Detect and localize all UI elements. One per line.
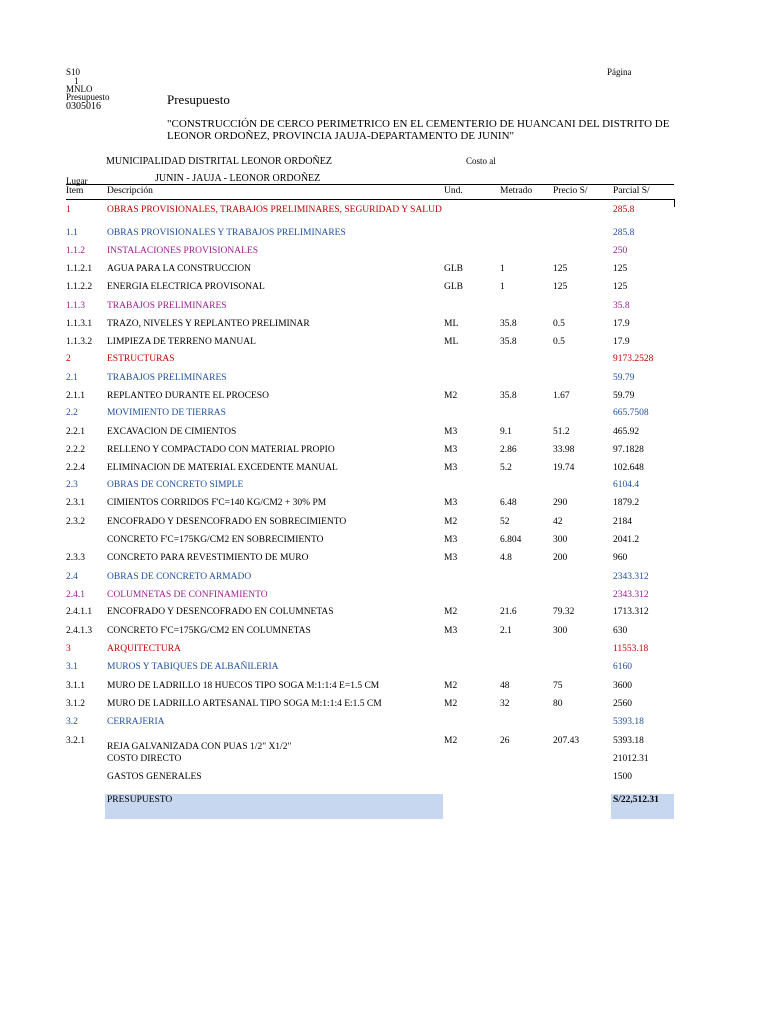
row-metrado: 2.86 [500,445,517,455]
table-row [0,717,768,733]
row-metrado: 2.1 [500,626,512,636]
row-description: MURO DE LADRILLO ARTESANAL TIPO SOGA M:1:1:4 E:1.5 CM [107,699,382,709]
row-item: 2.4.1 [66,590,85,600]
row-item: 2.2 [66,408,78,418]
row-parcial: 630 [613,626,628,636]
page-number: 1 [74,76,79,86]
row-metrado: 6.804 [500,535,522,545]
row-parcial: 2343.312 [613,590,649,600]
gastos-generales-row [0,772,768,788]
row-parcial: 6104.4 [613,480,640,490]
row-item: 1.1.2.2 [66,282,93,292]
row-item: 1.1.3.1 [66,319,93,329]
table-row [0,427,768,443]
row-metrado: 35.8 [500,391,517,401]
gastos-generales-value: 1500 [613,772,632,782]
row-precio: 300 [553,535,568,545]
row-item: 3.1 [66,662,78,672]
row-precio: 300 [553,626,568,636]
project-name: "CONSTRUCCIÓN DE CERCO PERIMETRICO EN EL CEMENTERIO DE HUANCANI DEL DISTRITO DE LEONOR ORDOÑEZ, PROVINCIA JAUJA-DEPARTAMENTO DE JUNIN" [167,118,670,142]
presupuesto-label: Presupuesto [66,92,110,102]
table-row [0,681,768,697]
row-description: ENCOFRADO Y DESENCOFRADO EN SOBRECIMIENTO [107,517,347,527]
table-row [0,535,768,551]
table-row [0,228,768,244]
row-metrado: 32 [500,699,510,709]
row-description: REJA GALVANIZADA CON PUAS 1/2" X1/2" [107,742,292,752]
row-item: 2.4.1.3 [66,626,93,636]
row-parcial: 285.8 [613,205,635,215]
row-metrado: 35.8 [500,319,517,329]
costo-directo-value: 21012.31 [613,754,649,764]
gastos-generales-label: GASTOS GENERALES [107,772,202,782]
row-und: M3 [444,445,458,455]
row-description: OBRAS DE CONCRETO SIMPLE [107,480,244,490]
row-metrado: 1 [500,264,505,274]
table-row [0,517,768,533]
row-und: M2 [444,736,458,746]
row-parcial: 2041.2 [613,535,640,545]
row-description: CERRAJERIA [107,717,165,727]
row-parcial: 17.9 [613,337,630,347]
row-precio: 33.98 [553,445,575,455]
column-header-precio: Precio S/ [553,186,588,196]
costo-directo-row [0,754,768,770]
row-description: CONCRETO PARA REVESTIMIENTO DE MURO [107,553,309,563]
row-precio: 0.5 [553,337,565,347]
row-item: 1.1.2.1 [66,264,93,274]
row-und: M2 [444,699,458,709]
table-row [0,445,768,461]
row-parcial: 102.648 [613,463,644,473]
row-und: M3 [444,535,458,545]
row-description: ARQUITECTURA [107,644,181,654]
row-parcial: 1713.312 [613,607,649,617]
row-description: TRABAJOS PRELIMINARES [107,301,227,311]
table-row [0,246,768,262]
row-und: M3 [444,626,458,636]
row-parcial: 465.92 [613,427,640,437]
row-description: CIMIENTOS CORRIDOS F'C=140 KG/CM2 + 30% PM [107,498,327,508]
row-metrado: 1 [500,282,505,292]
row-metrado: 4.8 [500,553,512,563]
table-row [0,607,768,623]
row-parcial: 17.9 [613,319,630,329]
table-row [0,572,768,588]
row-description: TRABAJOS PRELIMINARES [107,373,227,383]
row-parcial: 2184 [613,517,632,527]
row-precio: 290 [553,498,568,508]
row-metrado: 26 [500,736,510,746]
page-label: Página [607,67,632,77]
presupuesto-code: 0305016 [66,101,101,112]
row-item: 1 [66,205,71,215]
row-description: MUROS Y TABIQUES DE ALBAÑILERIA [107,662,279,672]
row-parcial: 2343.312 [613,572,649,582]
header-bottom-rule [66,199,674,200]
row-precio: 80 [553,699,563,709]
row-item: 3 [66,644,71,654]
page-title: Presupuesto [167,92,230,107]
row-und: M3 [444,498,458,508]
row-parcial: 11553.18 [613,644,649,654]
row-precio: 42 [553,517,563,527]
row-precio: 125 [553,282,568,292]
row-item: 1.1.2 [66,246,85,256]
row-metrado: 9.1 [500,427,512,437]
row-item: 2 [66,354,71,364]
table-row [0,264,768,280]
row-item: 3.1.2 [66,699,85,709]
row-metrado: 5.2 [500,463,512,473]
column-header-und: Und. [444,186,463,196]
row-und: GLB [444,282,463,292]
row-parcial: 59.79 [613,373,635,383]
table-row [0,644,768,660]
row-description: REPLANTEO DURANTE EL PROCESO [107,391,269,401]
row-item: 2.3.2 [66,517,85,527]
column-header-descripcion: Descripción [107,186,153,196]
table-row [0,373,768,389]
mnlo-label: MNLO [66,84,93,92]
row-item: 1.1 [66,228,78,238]
row-precio: 51.2 [553,427,570,437]
row-description: OBRAS DE CONCRETO ARMADO [107,572,252,582]
row-description: ENCOFRADO Y DESENCOFRADO EN COLUMNETAS [107,607,334,617]
table-row [0,408,768,424]
row-parcial: 125 [613,282,628,292]
column-header-metrado: Metrado [500,186,533,196]
row-description: LIMPIEZA DE TERRENO MANUAL [107,337,256,347]
row-description: INSTALACIONES PROVISIONALES [107,246,258,256]
row-parcial: 250 [613,246,628,256]
row-und: M3 [444,427,458,437]
row-und: GLB [444,264,463,274]
row-und: M3 [444,463,458,473]
table-row [0,337,768,353]
row-description: AGUA PARA LA CONSTRUCCION [107,264,252,274]
row-description: MOVIMIENTO DE TIERRAS [107,408,226,418]
row-item: 3.2 [66,717,78,727]
row-und: M2 [444,607,458,617]
table-row [0,463,768,479]
table-row [0,301,768,317]
row-precio: 19.74 [553,463,575,473]
row-parcial: 2560 [613,699,632,709]
row-item: 2.1 [66,373,78,383]
row-metrado: 48 [500,681,510,691]
row-item: 1.1.3.2 [66,337,93,347]
row-metrado: 6.48 [500,498,517,508]
row-description: CONCRETO F'C=175KG/CM2 EN COLUMNETAS [107,626,311,636]
table-row [0,626,768,642]
table-row [0,662,768,678]
row-description: ESTRUCTURAS [107,354,175,364]
table-row [0,498,768,514]
row-item: 2.3.1 [66,498,85,508]
row-parcial: 125 [613,264,628,274]
row-description: COLUMNETAS DE CONFINAMIENTO [107,590,268,600]
row-description: EXCAVACION DE CIMIENTOS [107,427,237,437]
system-code: S10 [66,67,81,77]
row-parcial: 1879.2 [613,498,640,508]
row-description: MURO DE LADRILLO 18 HUECOS TIPO SOGA M:1:1:4 E=1.5 CM [107,681,380,691]
row-parcial: 9173.2528 [613,354,654,364]
row-item: 1.1.3 [66,301,85,311]
row-und: ML [444,337,459,347]
row-parcial: 59.79 [613,391,635,401]
row-item: 2.3 [66,480,78,490]
row-item: 2.1.1 [66,391,85,401]
row-description: CONCRETO F'C=175KG/CM2 EN SOBRECIMIENTO [107,535,324,545]
row-item: 3.1.1 [66,681,85,691]
lugar-label: Lugar [66,176,88,186]
client-name: MUNICIPALIDAD DISTRITAL LEONOR ORDOÑEZ [106,156,332,167]
table-row [0,282,768,298]
row-parcial: 665.7508 [613,408,649,418]
row-parcial: 5393.18 [613,717,644,727]
costo-directo-label: COSTO DIRECTO [107,754,182,764]
row-und: M2 [444,391,458,401]
row-description: OBRAS PROVISIONALES, TRABAJOS PRELIMINARES, SEGURIDAD Y SALUD [107,205,442,215]
row-metrado: 35.8 [500,337,517,347]
row-item: 2.3.3 [66,553,85,563]
row-und: ML [444,319,459,329]
row-item: 2.4 [66,572,78,582]
row-precio: 0.5 [553,319,565,329]
row-description: ELIMINACION DE MATERIAL EXCEDENTE MANUAL [107,463,338,473]
row-item: 3.2.1 [66,736,85,746]
table-row [0,391,768,407]
row-und: M3 [444,553,458,563]
row-metrado: 21.6 [500,607,517,617]
row-precio: 1.67 [553,391,570,401]
row-parcial: 5393.18 [613,736,644,746]
table-row [0,205,768,221]
row-parcial: 285.8 [613,228,635,238]
costo-al-label: Costo al [466,156,496,166]
row-item: 2.4.1.1 [66,607,93,617]
row-precio: 125 [553,264,568,274]
row-metrado: 52 [500,517,510,527]
table-row [0,553,768,569]
column-header-parcial: Parcial S/ [613,186,650,196]
row-item: 2.2.1 [66,427,85,437]
row-parcial: 6160 [613,662,632,672]
presupuesto-total-label: PRESUPUESTO [107,795,173,805]
row-item: 2.2.4 [66,463,85,473]
row-und: M2 [444,681,458,691]
lugar-value: JUNIN - JAUJA - LEONOR ORDOÑEZ [155,173,321,184]
row-item: 2.2.2 [66,445,85,455]
presupuesto-total-row [0,795,768,811]
header-top-rule [66,184,674,185]
table-row [0,319,768,335]
row-description: RELLENO Y COMPACTADO CON MATERIAL PROPIO [107,445,335,455]
column-header-item: Item [66,186,84,196]
row-precio: 200 [553,553,568,563]
row-parcial: 35.8 [613,301,630,311]
presupuesto-total-value: S/22,512.31 [613,795,659,805]
row-precio: 207.43 [553,736,580,746]
row-parcial: 960 [613,553,628,563]
row-precio: 75 [553,681,563,691]
row-description: ENERGIA ELECTRICA PROVISONAL [107,282,265,292]
table-row [0,354,768,370]
table-row [0,590,768,606]
row-und: M2 [444,517,458,527]
row-precio: 79.32 [553,607,575,617]
table-row [0,699,768,715]
row-parcial: 97.1828 [613,445,644,455]
row-description: TRAZO, NIVELES Y REPLANTEO PRELIMINAR [107,319,310,329]
row-description: OBRAS PROVISIONALES Y TRABAJOS PRELIMINARES [107,228,346,238]
row-parcial: 3600 [613,681,632,691]
table-row [0,480,768,496]
